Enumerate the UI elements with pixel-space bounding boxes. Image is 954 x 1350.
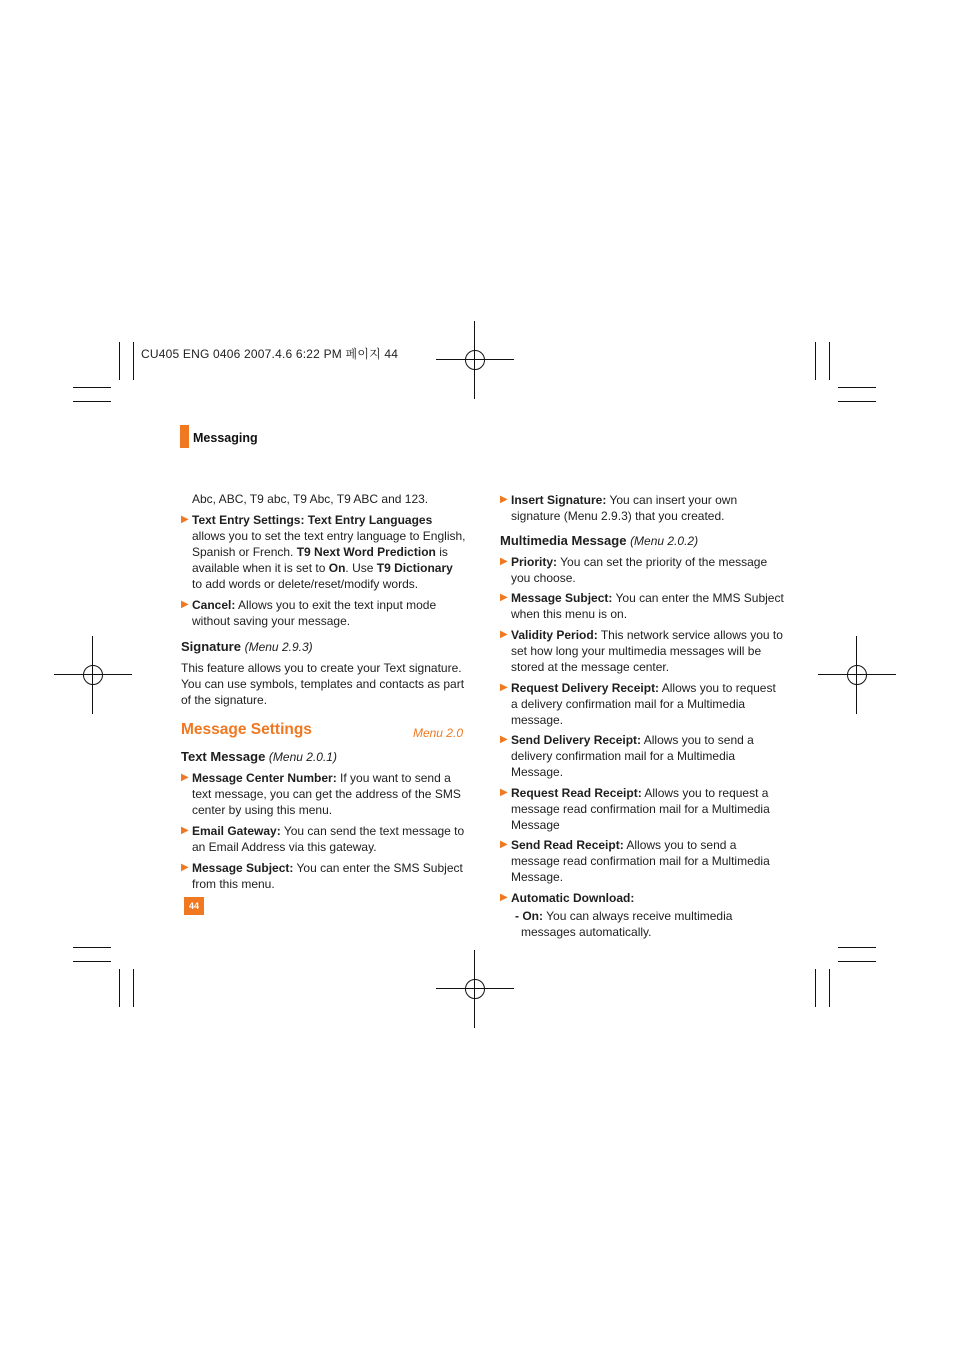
- crop-mark: [838, 401, 876, 402]
- crop-mark: [73, 961, 111, 962]
- list-item: ▶ Send Read Receipt: Allows you to send a message read confirmation mail for a Multimedia Message.: [500, 838, 770, 884]
- signature-heading: Signature (Menu 2.9.3): [181, 639, 313, 654]
- crop-mark: [119, 969, 120, 1007]
- crop-mark: [815, 342, 816, 380]
- registration-mark-icon: [436, 950, 514, 1028]
- arrow-bullet-icon: ▶: [500, 734, 508, 745]
- list-item: ▶ Request Read Receipt: Allows you to request a message read confirmation mail for a Multimedia Message: [500, 786, 770, 832]
- arrow-bullet-icon: ▶: [500, 682, 508, 693]
- right-column: [500, 492, 785, 940]
- crop-mark: [73, 947, 111, 948]
- print-slug: CU405 ENG 0406 2007.4.6 6:22 PM 페이지 44: [141, 347, 399, 361]
- arrow-bullet-icon: ▶: [181, 825, 189, 836]
- crop-mark: [133, 969, 134, 1007]
- crop-mark: [73, 401, 111, 402]
- crop-mark: [119, 342, 120, 380]
- registration-mark-icon: [818, 636, 896, 714]
- crop-mark: [133, 342, 134, 380]
- message-settings-heading: Message Settings Menu 2.0: [181, 721, 463, 740]
- arrow-bullet-icon: ▶: [500, 592, 508, 603]
- list-item: ▶ Insert Signature: You can insert your own signature (Menu 2.9.3) that you created.: [500, 493, 738, 523]
- intro-text: Abc, ABC, T9 abc, T9 Abc, T9 ABC and 123.: [192, 492, 429, 506]
- text-message-heading: Text Message (Menu 2.0.1): [181, 749, 337, 764]
- list-item: ▶ Automatic Download:: [500, 891, 635, 905]
- arrow-bullet-icon: ▶: [181, 772, 189, 783]
- arrow-bullet-icon: ▶: [500, 787, 508, 798]
- section-title: Messaging: [193, 431, 258, 445]
- crop-mark: [73, 387, 111, 388]
- crop-mark: [829, 969, 830, 1007]
- sub-list-item: - On: You can always receive multimedia messages automatically.: [515, 909, 733, 939]
- list-item: ▶ Validity Period: This network service allows you to set how long your multimedia messages will be stored at the message center.: [500, 628, 783, 674]
- left-column: [181, 491, 466, 892]
- arrow-bullet-icon: ▶: [181, 514, 189, 525]
- crop-mark: [838, 947, 876, 948]
- arrow-bullet-icon: ▶: [500, 494, 508, 505]
- section-marker: [180, 425, 189, 448]
- arrow-bullet-icon: ▶: [500, 629, 508, 640]
- crop-mark: [829, 342, 830, 380]
- arrow-bullet-icon: ▶: [500, 839, 508, 850]
- list-item: ▶ Message Subject: You can enter the MMS Subject when this menu is on.: [500, 591, 784, 621]
- list-item: ▶ Cancel: Allows you to exit the text input mode without saving your message.: [181, 598, 437, 628]
- list-item: ▶ Send Delivery Receipt: Allows you to send a delivery confirmation mail for a Multimedia Message.: [500, 733, 754, 779]
- multimedia-message-heading: Multimedia Message (Menu 2.0.2): [500, 533, 699, 548]
- arrow-bullet-icon: ▶: [500, 892, 508, 903]
- list-item: ▶ Request Delivery Receipt: Allows you to request a delivery confirmation mail for a Multimedia message.: [500, 681, 776, 727]
- signature-text: This feature allows you to create your Text signature. You can use symbols, templates and contacts as part of the signature.: [181, 661, 465, 707]
- list-item: ▶ Priority: You can set the priority of the message you choose.: [500, 555, 768, 585]
- arrow-bullet-icon: ▶: [181, 599, 189, 610]
- crop-mark: [815, 969, 816, 1007]
- page-number: 44: [184, 897, 204, 915]
- arrow-bullet-icon: ▶: [500, 556, 508, 567]
- list-item: ▶ Message Center Number: If you want to send a text message, you can get the address of the SMS center by using this menu.: [181, 771, 461, 817]
- registration-mark-icon: [54, 636, 132, 714]
- list-item: ▶ Email Gateway: You can send the text message to an Email Address via this gateway.: [181, 824, 465, 854]
- list-item: ▶ Message Subject: You can enter the SMS Subject from this menu.: [181, 861, 463, 891]
- registration-mark-icon: [436, 321, 514, 399]
- list-item: ▶ Text Entry Settings: Text Entry Languages allows you to set the text entry language to English, Spanish or French. T9 Next Word Prediction is available when it is set to On. Use T9 Dictionary to add words or delete/reset/modify words.: [181, 513, 466, 591]
- crop-mark: [838, 961, 876, 962]
- crop-mark: [838, 387, 876, 388]
- arrow-bullet-icon: ▶: [181, 862, 189, 873]
